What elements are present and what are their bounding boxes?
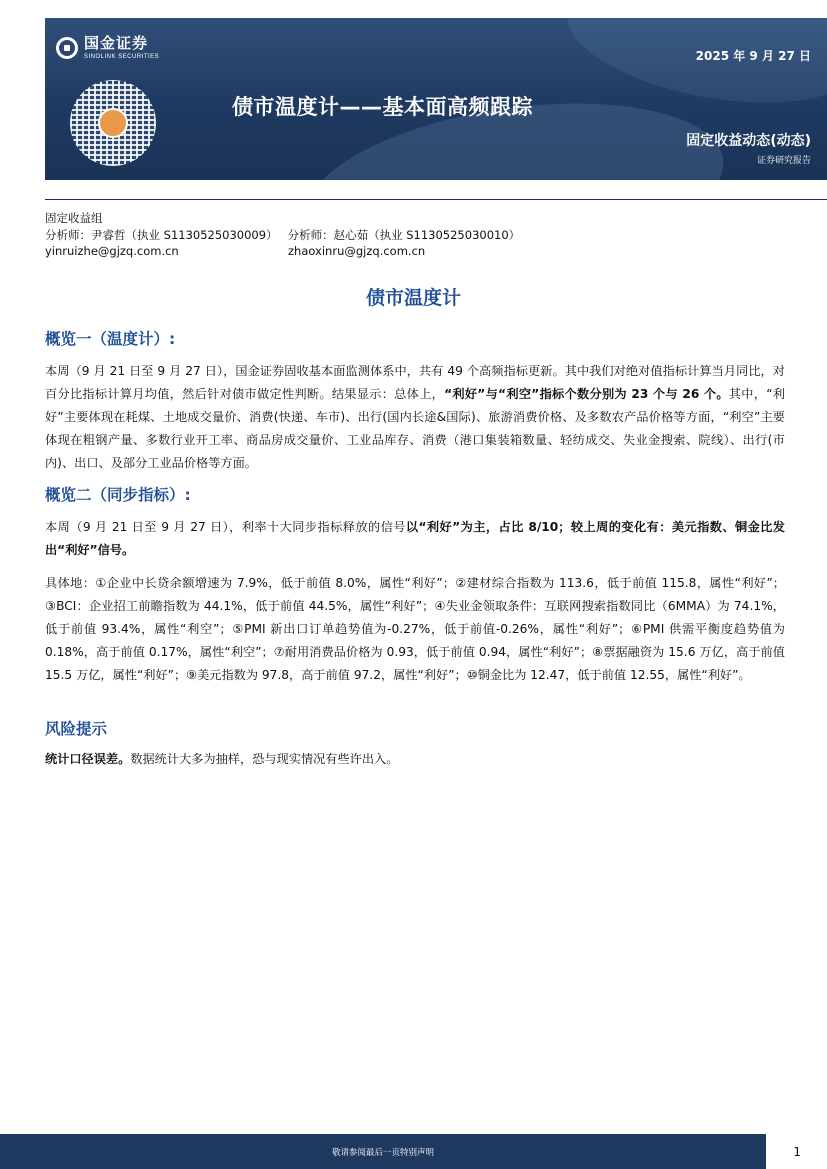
analyst-names xyxy=(45,227,520,243)
qr-center-logo xyxy=(98,108,128,138)
section-heading-overview-2: 概览二（同步指标）: xyxy=(45,486,191,504)
document-title: 债市温度计 xyxy=(365,287,461,309)
logo-en-text: SINOLINK SECURITIES xyxy=(84,54,160,60)
footer-disclaimer: 敬请参阅最后一页特别声明 xyxy=(331,1148,434,1158)
section-heading-overview-1: 概览一（温度计）: xyxy=(45,330,176,348)
analyst-2: 分析师：赵心茹（执业 S1130525030010） xyxy=(287,228,521,242)
report-subtype: 证券研究报告 xyxy=(756,156,811,166)
analyst-1: 分析师：尹睿哲（执业 S1130525030009） xyxy=(45,228,278,242)
overview-2-paragraph-1: 本周（9 月 21 日至 9 月 27 日），利率十大同步指标释放的信号以“利好”为主，占比 8/10；较上周的变化有：美元指数、铜金比发出“利好”信号。 xyxy=(45,520,785,557)
page-number: 1 xyxy=(793,1145,801,1159)
analyst-emails xyxy=(45,244,565,258)
analyst-2-email[interactable]: zhaoxinru@gjzq.com.cn xyxy=(288,244,426,258)
risk-paragraph: 统计口径误差。数据统计大多为抽样，恐与现实情况有些许出入。 xyxy=(45,752,399,766)
report-date: 2025 年 9 月 27 日 xyxy=(695,49,811,63)
company-logo xyxy=(56,36,159,60)
overview-1-paragraph: 本周（9 月 21 日至 9 月 27 日），国金证券固收基本面监测体系中，共有 49 个高频指标更新。其中我们对绝对值指标计算当月同比，对百分比指标计算月均值，然后针对债市做定性判断。结果显示：总体上，“利好”与“利空”指标个数分别为 23 个与 26 个。其中，“利好”主要体现在耗煤、土地成交量价、消费(快递、车市)、出行(国内长途&国际)、旅游消费价格、及多数农产品价格等方面，“利空”主要体现在粗钢产量、多数行业开工率、商品房成交量价、工业品库存、消费（港口集装箱数量、轻纺成交、失业金搜索、院线）、出行(市内)、出口、及部分工业品价格等方面。 xyxy=(45,364,785,470)
section-heading-risk: 风险提示 xyxy=(45,720,108,738)
report-type: 固定收益动态(动态) xyxy=(686,133,811,149)
logo-cn-text: 国金证券 xyxy=(84,34,149,52)
header-divider xyxy=(45,199,827,200)
qr-code-icon xyxy=(70,80,156,166)
overview-2-paragraph-2: 具体地：①企业中长贷余额增速为 7.9%，低于前值 8.0%，属性“利好”；②建材综合指数为 113.6，低于前值 115.8，属性“利好”；③BCI：企业招工前瞻指数为 44.1%，低于前值 44.5%，属性“利好”；④失业金领取条件：互联网搜索指数同比（6MMA）为 74.1%，低于前值 93.4%，属性“利空”；⑤PMI 新出口订单趋势值为-0.27%，低于前值-0.26%，属性“利好”；⑥PMI 供需平衡度趋势值为 0.18%，高于前值 0.17%，属性“利空”；⑦耐用消费品价格为 0.93，低于前值 0.94，属性“利好”；⑧票据融资为 15.6 万亿，高于前值 15.5 万亿，属性“利好”；⑨美元指数为 97.8，高于前值 97.2，属性“利好”；⑩铜金比为 12.47，低于前值 12.55，属性“利好”。 xyxy=(45,576,785,682)
analyst-group: 固定收益组 xyxy=(45,211,103,225)
analyst-1-email[interactable]: yinruizhe@gjzq.com.cn xyxy=(45,244,179,258)
report-title: 债市温度计——基本面高频跟踪 xyxy=(232,95,533,119)
page-top-margin xyxy=(0,0,827,18)
logo-icon xyxy=(56,37,78,59)
